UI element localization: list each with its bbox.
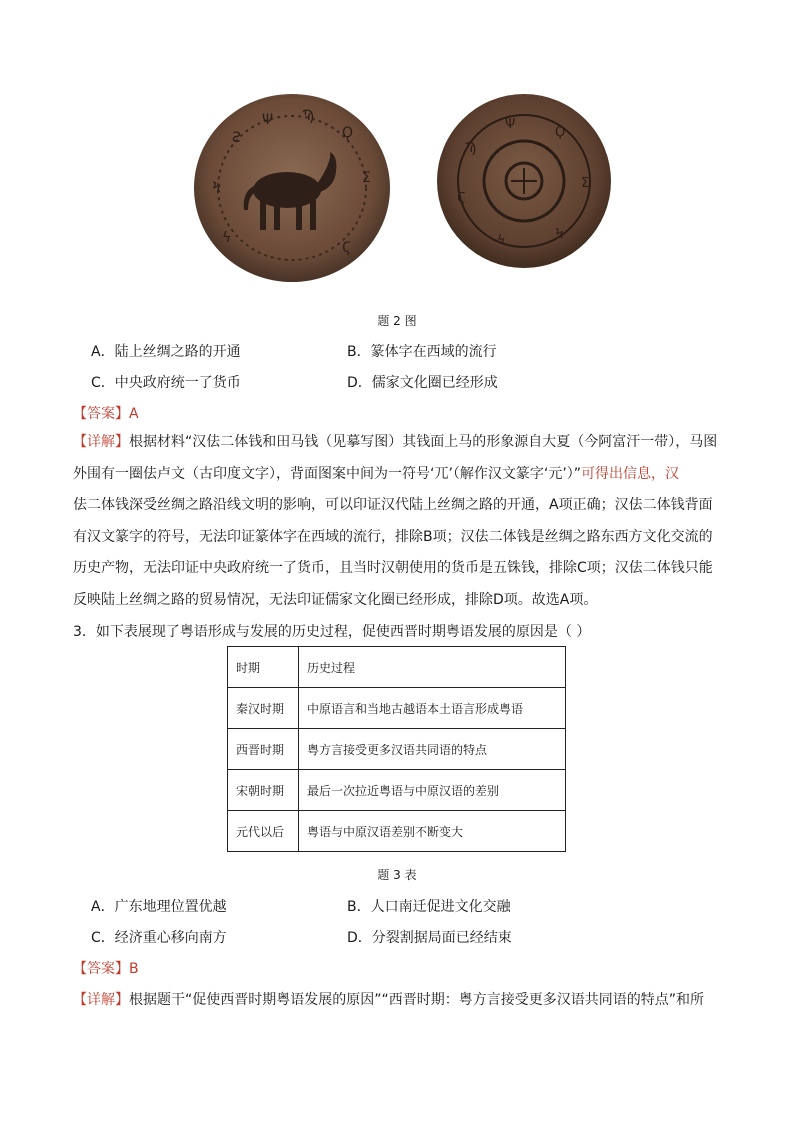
option-letter: D． [347, 375, 372, 391]
svg-text:Ʃ: Ʃ [581, 176, 590, 191]
detail-line [73, 427, 723, 459]
detail-text: 根据题干“促使西晋时期粤语发展的原因”“西晋时期：粤方言接受更多汉语共同语的特点”和所 [129, 992, 705, 1008]
table-cell: 元代以后 [228, 811, 299, 852]
svg-text:Ƨ: Ƨ [232, 130, 241, 146]
option-a [91, 896, 227, 916]
history-table [227, 646, 566, 852]
option-text: 中央政府统一了货币 [114, 375, 241, 391]
answer-line [73, 958, 139, 978]
detail-text: 佉二体钱深受丝绸之路沿线文明的影响，可以印证汉代陆上丝绸之路的开通，A项正确；汉佉二体钱背面 [73, 497, 713, 513]
option-d [347, 927, 512, 947]
table-cell: 中原语言和当地古越语本土语言形成粤语 [299, 688, 566, 729]
option-letter: B． [347, 344, 371, 360]
svg-text:Ϛ: Ϛ [457, 191, 466, 206]
table-cell: 粤语与中原汉语差别不断变大 [299, 811, 566, 852]
option-text: 人口南迁促进文化交融 [370, 899, 511, 915]
detail-line [73, 459, 723, 491]
detail-line [73, 553, 723, 585]
detail-line [73, 989, 704, 1009]
option-text: 篆体字在西域的流行 [370, 344, 497, 360]
table-row [228, 688, 566, 729]
option-text: 广东地理位置优越 [114, 899, 227, 915]
coin-reverse-image [435, 92, 613, 270]
coin-obverse-image [192, 92, 392, 285]
figure-caption: 题 2 图 [377, 314, 417, 328]
option-text: 经济重心移向南方 [114, 930, 227, 946]
option-c [91, 372, 241, 392]
option-c [91, 927, 227, 947]
option-letter: D． [347, 930, 372, 946]
table-cell: 最后一次拉近粤语与中原汉语的差别 [299, 770, 566, 811]
detail-text-red: 可得出信息，汉 [581, 465, 680, 482]
svg-text:Ϡ: Ϡ [302, 108, 315, 124]
option-text: 陆上丝绸之路的开通 [114, 344, 241, 360]
option-text: 分裂割据局面已经结束 [371, 930, 512, 946]
table-header-cell: 历史过程 [299, 647, 566, 688]
table-row [228, 770, 566, 811]
option-letter: A． [91, 899, 115, 915]
svg-text:ϟ: ϟ [497, 233, 506, 248]
option-letter: B． [347, 899, 371, 915]
option-letter: A． [91, 344, 115, 360]
table-row [228, 729, 566, 770]
table-header-row [228, 647, 566, 688]
svg-text:Ϙ: Ϙ [342, 125, 354, 141]
svg-text:Ψ: Ψ [262, 112, 274, 128]
detail-block [73, 427, 723, 616]
table-cell: 秦汉时期 [228, 688, 299, 729]
detail-text: 有汉文篆字的符号，无法印证篆体字在西域的流行，排除B项；汉佉二体钱是丝绸之路东西方文化交流的 [73, 528, 713, 545]
detail-line [73, 490, 723, 522]
table-header-cell: 时期 [228, 647, 299, 688]
coin-figure [192, 92, 612, 307]
option-d [347, 372, 498, 392]
answer-line [73, 403, 139, 423]
option-b [347, 341, 497, 361]
svg-text:Ϡ: Ϡ [465, 141, 477, 156]
answer-tag: 【答案】 [73, 406, 129, 422]
answer-value: A [129, 406, 139, 422]
option-b [347, 896, 511, 916]
table-cell: 宋朝时期 [228, 770, 299, 811]
detail-tag: 【详解】 [73, 992, 129, 1008]
detail-text: 历史产物，无法印证中央政府统一了货币，且当时汉朝使用的货币是五铢钱，排除C项；汉佉二体钱只能 [73, 560, 713, 576]
detail-tag: 【详解】 [73, 434, 129, 450]
answer-value: B [129, 961, 139, 977]
detail-line [73, 522, 723, 554]
detail-line [73, 585, 723, 617]
table-cell: 西晋时期 [228, 729, 299, 770]
svg-text:ϟ: ϟ [222, 230, 232, 246]
detail-text: 反映陆上丝绸之路的贸易情况，无法印证儒家文化圈已经形成，排除D项。故选A项。 [73, 591, 598, 608]
table-cell: 粤方言接受更多汉语共同语的特点 [299, 729, 566, 770]
detail-text: 外围有一圈佉卢文（古印度文字），背面图案中间为一符号‘兀’（解作汉文篆字‘元’）” [73, 465, 582, 482]
svg-text:Ϟ: Ϟ [555, 227, 564, 242]
option-text: 儒家文化圈已经形成 [371, 375, 498, 391]
svg-text:Ϟ: Ϟ [212, 180, 222, 196]
detail-text: 根据材料“汉佉二体钱和田马钱（见摹写图）其钱面上马的形象源自大夏（今阿富汗一带），马图 [129, 434, 718, 450]
table-row [228, 811, 566, 852]
option-letter: C． [91, 930, 115, 946]
table-caption: 题 3 表 [377, 868, 417, 882]
option-letter: C． [91, 375, 115, 391]
svg-text:Ʃ: Ʃ [362, 170, 371, 186]
svg-text:Ϙ: Ϙ [555, 125, 566, 140]
answer-tag: 【答案】 [73, 961, 129, 977]
option-a [91, 341, 241, 361]
question-stem: 3．如下表展现了粤语形成与发展的历史过程，促使西晋时期粤语发展的原因是（ ） [73, 624, 591, 640]
svg-text:Ψ: Ψ [505, 117, 516, 132]
svg-text:Ϛ: Ϛ [342, 240, 352, 256]
